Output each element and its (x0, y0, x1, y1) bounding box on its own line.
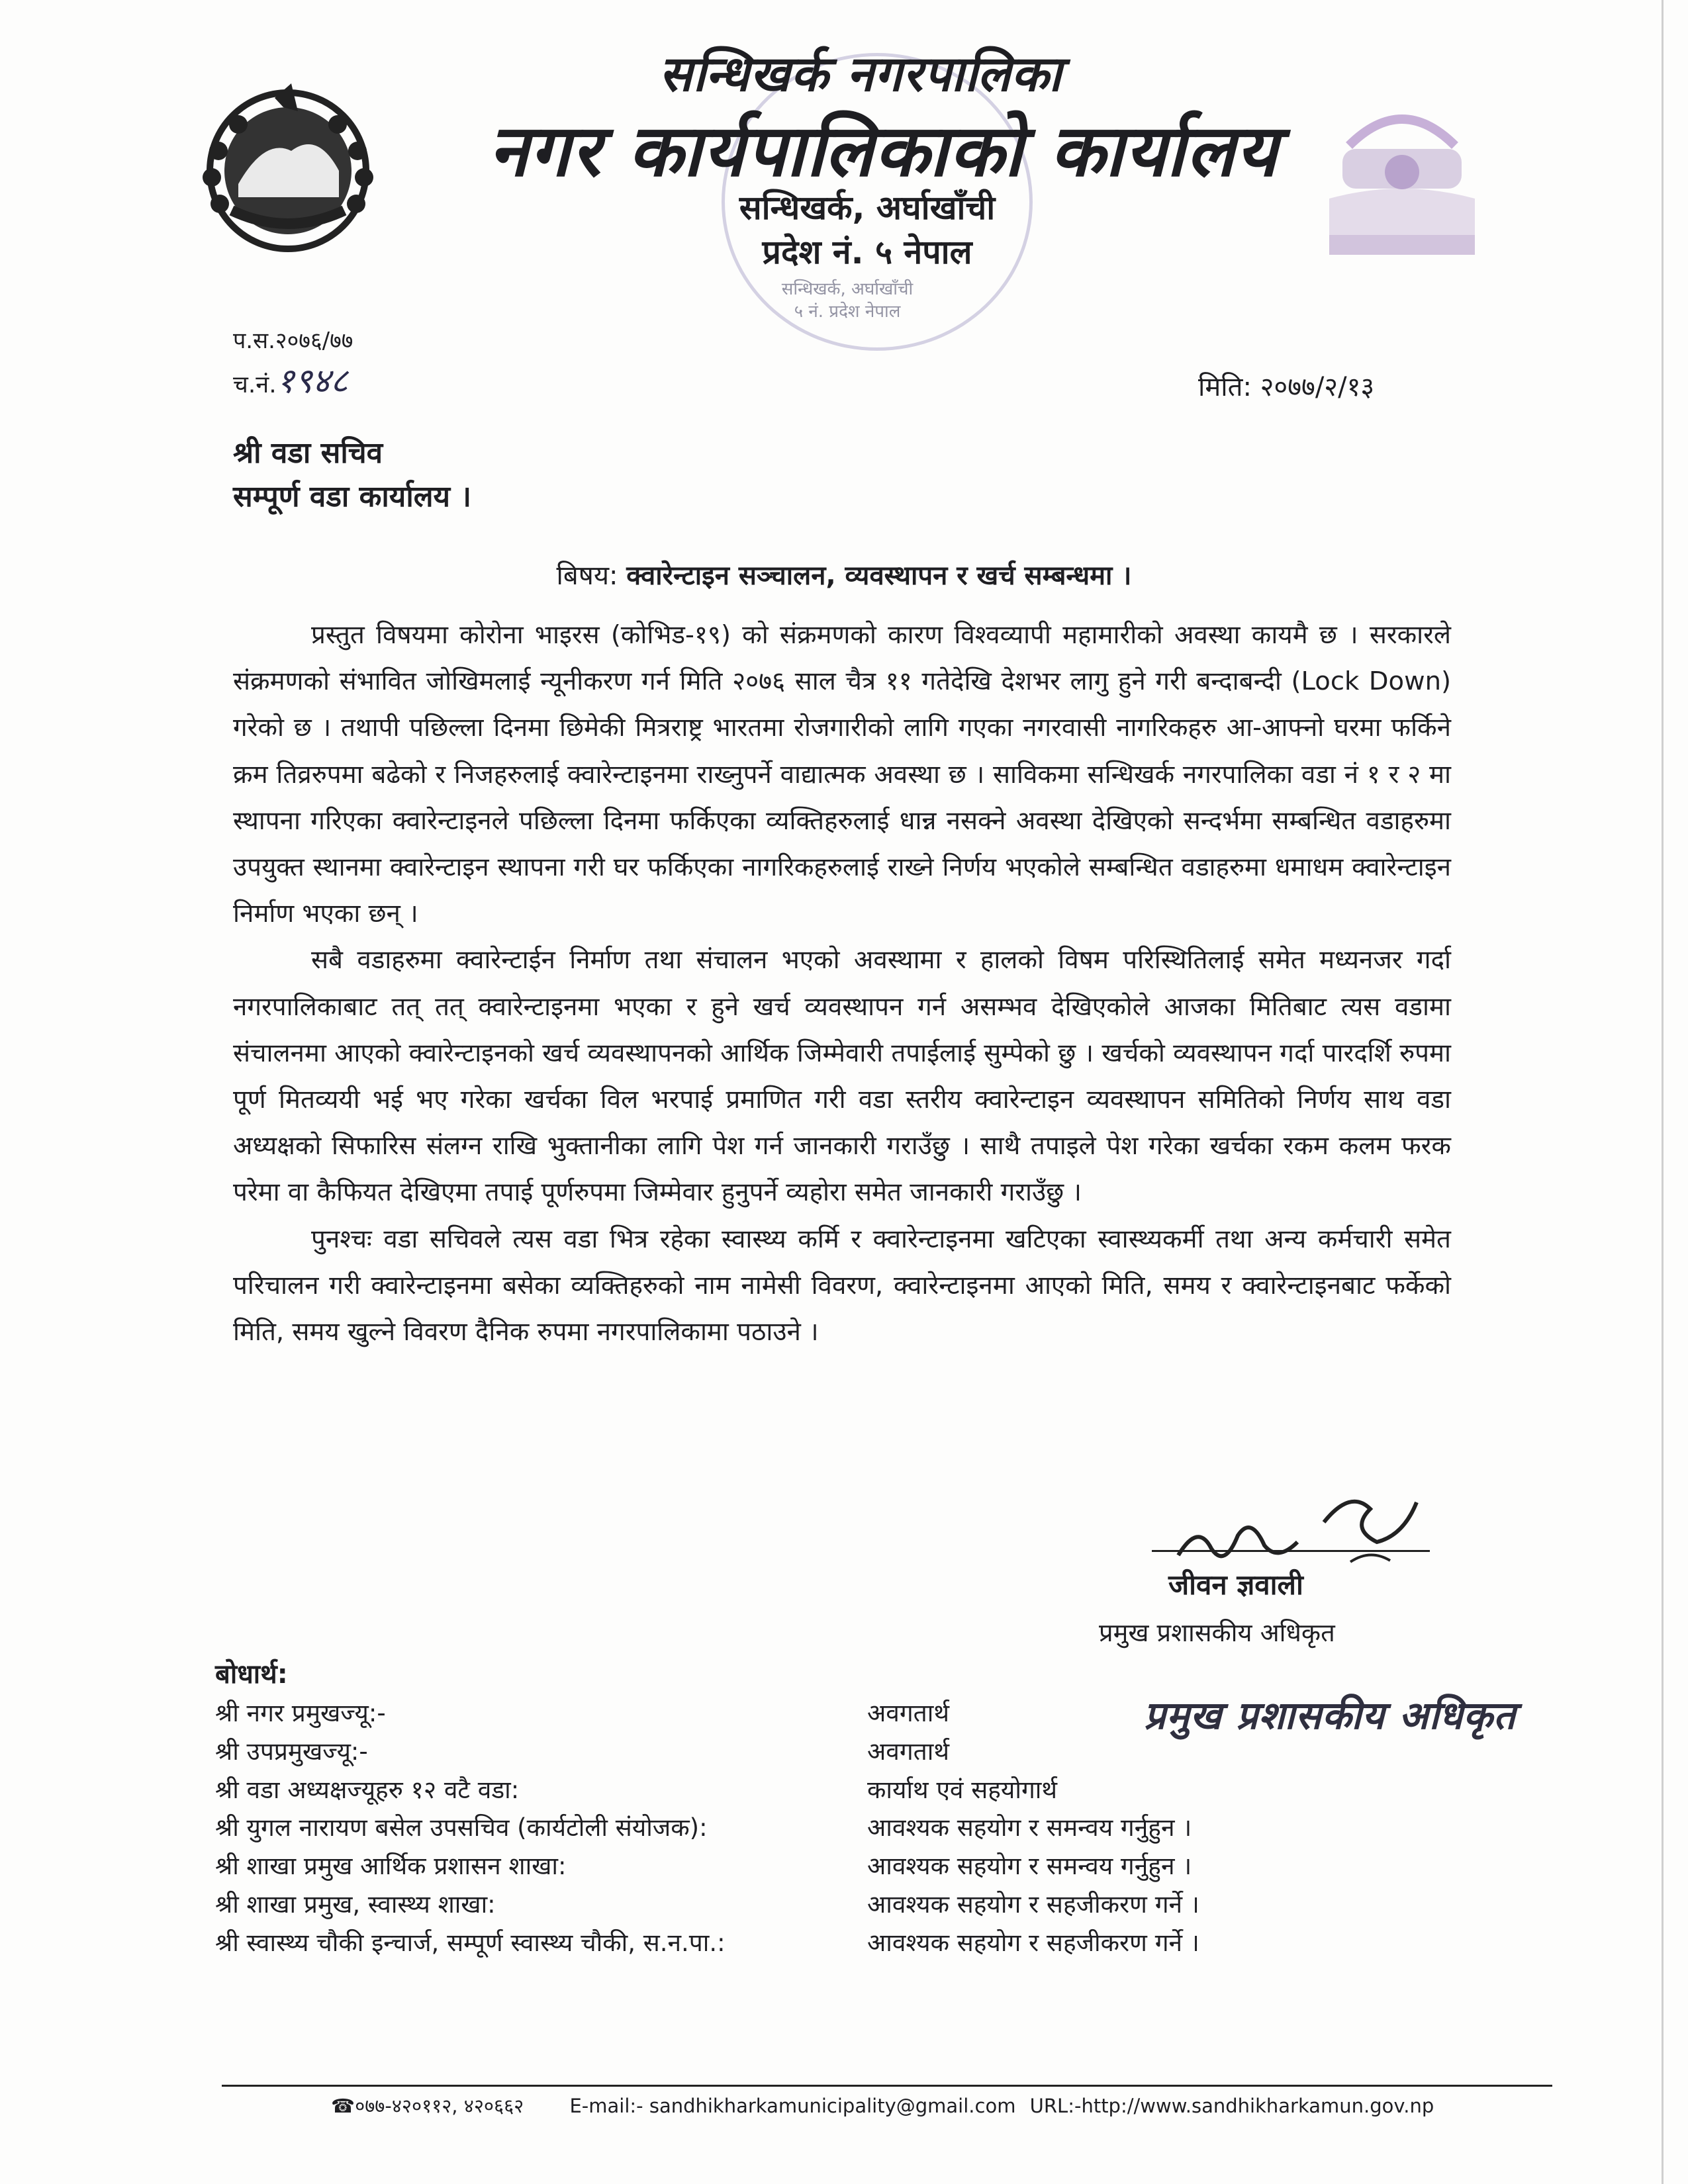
office-location: सन्धिखर्क, अर्घाखाँची (739, 189, 996, 227)
seal-line-2: ५ नं. प्रदेश नेपाल (794, 302, 901, 322)
addressee-line-2: सम्पूर्ण वडा कार्यालय । (233, 480, 472, 514)
cc-purpose: आवश्यक सहयोग र समन्वय गर्नुहुन । (867, 1813, 1192, 1843)
cn-label: च.नं. (233, 371, 277, 398)
cc-recipient: श्री वडा अध्यक्षज्यूहरु १२ वटै वडा: (215, 1775, 520, 1804)
addressee-line-1: श्री वडा सचिव (233, 436, 383, 470)
municipality-name: सन्धिखर्क नगरपालिका (659, 46, 1062, 103)
cc-recipient: श्री स्वास्थ्य चौकी इन्चार्ज, सम्पूर्ण स्वास्थ्य चौकी, स.न.पा.: (215, 1928, 726, 1957)
cc-purpose: आवश्यक सहयोग र सहजीकरण गर्ने । (867, 1928, 1199, 1957)
letter-reference-cn (233, 356, 348, 403)
cn-handwritten-number: १९४८ (276, 361, 348, 401)
handwritten-signature (1152, 1482, 1430, 1575)
body-paragraph-3: पुनश्चः वडा सचिवले त्यस वडा भित्र रहेका स्वास्थ्य कर्मि र क्वारेन्टाइनमा खटिएका स्वास्थ्यकर्मी तथा अन्य कर्मचारी समेत परिचालन गरी क्वारेन्टाइनमा बसेका व्यक्तिहरुको नाम नामेसी विवरण, क्वारेन्टाइनमा आएको मिति, समय र क्वारेन्टाइनबाट फर्केको मिति, समय खुल्ने विवरण दैनिक रुपमा नगरपालिकामा पठाउने । (233, 1224, 1451, 1347)
subject-text: क्वारेन्टाइन सञ्चालन, व्यवस्थापन र खर्च सम्बन्धमा । (626, 561, 1132, 591)
cc-purpose: आवश्यक सहयोग र सहजीकरण गर्ने । (867, 1889, 1199, 1919)
cc-recipient: श्री उपप्रमुखज्यू:- (215, 1737, 368, 1766)
letter-subject (0, 556, 1688, 592)
seal-line-1: सन्धिखर्क, अर्घाखाँची (781, 279, 914, 299)
cc-purpose: अवगतार्थ (867, 1699, 949, 1727)
office-seal-text (748, 278, 947, 323)
signature-line (1152, 1550, 1430, 1552)
cc-row (215, 1771, 1340, 1809)
office-name: नगर कार्यपालिकाको कार्यालय (489, 110, 1279, 193)
signatory-name: जीवन ज्ञवाली (1168, 1569, 1303, 1601)
letter-reference-ps: प.स.२०७६/७७ (233, 328, 353, 354)
letter-body (233, 612, 1451, 1355)
body-paragraph-1: प्रस्तुत विषयमा कोरोना भाइरस (कोभिड-१९) को संक्रमणको कारण विश्वव्यापी महामारीको अवस्था कायमै छ । सरकारले संक्रमणको संभावित जोखिमलाई न्यूनीकरण गर्न मिति २०७६ साल चैत्र ११ गतेदेखि देशभर लागु हुने गरी बन्दाबन्दी (Lock Down) गरेको छ । तथापी पछिल्ला दिनमा छिमेकी मित्रराष्ट्र भारतमा रोजगारीको लागि गएका नगरवासी नागरिकहरु आ-आफ्नो घरमा फर्किने क्रम तिव्ररुपमा बढेको र निजहरुलाई क्वारेन्टाइनमा राख्नुपर्ने वाद्यात्मक अवस्था छ । साविकमा सन्धिखर्क नगरपालिका वडा नं १ र २ मा स्थापना गरिएका क्वारेन्टाइनले पछिल्ला दिनमा फर्किएका व्यक्तिहरुलाई धान्न नसक्ने अवस्था देखिएको सन्दर्भमा सम्बन्धित वडाहरुमा उपयुक्त स्थानमा क्वारेन्टाइन स्थापना गरी घर फर्किएका नागरिकहरुलाई राख्ने निर्णय भएकोले सम्बन्धित वडाहरुमा धमाधम क्वारेन्टाइन निर्माण भएका छन् । (233, 620, 1451, 929)
footer-divider (222, 2085, 1552, 2087)
subject-label: बिषय: (556, 561, 618, 591)
signatory-title: प्रमुख प्रशासकीय अधिकृत (1099, 1618, 1335, 1647)
cc-list (215, 1694, 1340, 1962)
footer-phone: ०७७-४२०११२, ४२०६६२ (355, 2095, 524, 2117)
designation-stamp: प्रमुख प्रशासकीय अधिकृत (1144, 1693, 1517, 1738)
cc-recipient: श्री शाखा प्रमुख, स्वास्थ्य शाखा: (215, 1889, 496, 1919)
cc-purpose: आवश्यक सहयोग र समन्वय गर्नुहुन । (867, 1852, 1192, 1881)
letter-date: मिति: २०७७/२/१३ (1198, 372, 1375, 402)
nepal-emblem-icon (192, 71, 384, 263)
page-edge (1662, 0, 1664, 2184)
cc-recipient: श्री युगल नारायण बसेल उपसचिव (कार्यटोली संयोजक): (215, 1813, 708, 1843)
footer-url: URL:-http://www.sandhikharkamun.gov.np (1029, 2095, 1434, 2117)
office-province: प्रदेश नं. ५ नेपाल (762, 233, 972, 271)
cc-purpose: कार्याथ एवं सहयोगार्थ (867, 1775, 1057, 1804)
cc-recipient: श्री शाखा प्रमुख आर्थिक प्रशासन शाखा: (215, 1852, 567, 1881)
body-paragraph-2: सबै वडाहरुमा क्वारेन्टाईन निर्माण तथा संचालन भएको अवस्थामा र हालको विषम परिस्थितिलाई समेत मध्यनजर गर्दा नगरपालिकाबाट तत् तत् क्वारेन्टाइनमा भएका र हुने खर्च व्यवस्थापन गर्न असम्भव देखिएकोले आजका मितिबाट त्यस वडामा संचालनमा आएको क्वारेन्टाइनको खर्च व्यवस्थापनको आर्थिक जिम्मेवारी तपाईलाई सुम्पेको छु । खर्चको व्यवस्थापन गर्दा पारदर्शि रुपमा पूर्ण मितव्ययी भई भए गरेका खर्चका विल भरपाई प्रमाणित गरी वडा स्तरीय क्वारेन्टाइन व्यवस्थापन समितिको निर्णय साथ वडा अध्यक्षको सिफारिस संलग्न राखि भुक्तानीका लागि पेश गर्न जानकारी गराउँछु । साथै तपाइले पेश गरेका खर्चका रकम कलम फरक परेमा वा कैफियत देखिएमा तपाई पूर्णरुपमा जिम्मेवार हुनुपर्ने व्यहोरा समेत जानकारी गराउँछु । (233, 945, 1451, 1208)
cc-row (215, 1847, 1340, 1886)
cc-recipient: श्री नगर प्रमुखज्यू:- (215, 1699, 386, 1727)
cc-heading: बोधार्थ: (215, 1659, 288, 1690)
cc-row (215, 1733, 1340, 1771)
cc-row (215, 1924, 1340, 1962)
letter-footer (331, 2093, 1589, 2118)
cc-purpose: अवगतार्थ (867, 1737, 949, 1766)
telephone-icon: ☎ (331, 2095, 355, 2117)
cc-row (215, 1886, 1340, 1924)
cc-row (215, 1809, 1340, 1847)
cc-row (215, 1694, 1340, 1733)
footer-email: E-mail:- sandhikharkamunicipality@gmail.com (569, 2095, 1016, 2117)
